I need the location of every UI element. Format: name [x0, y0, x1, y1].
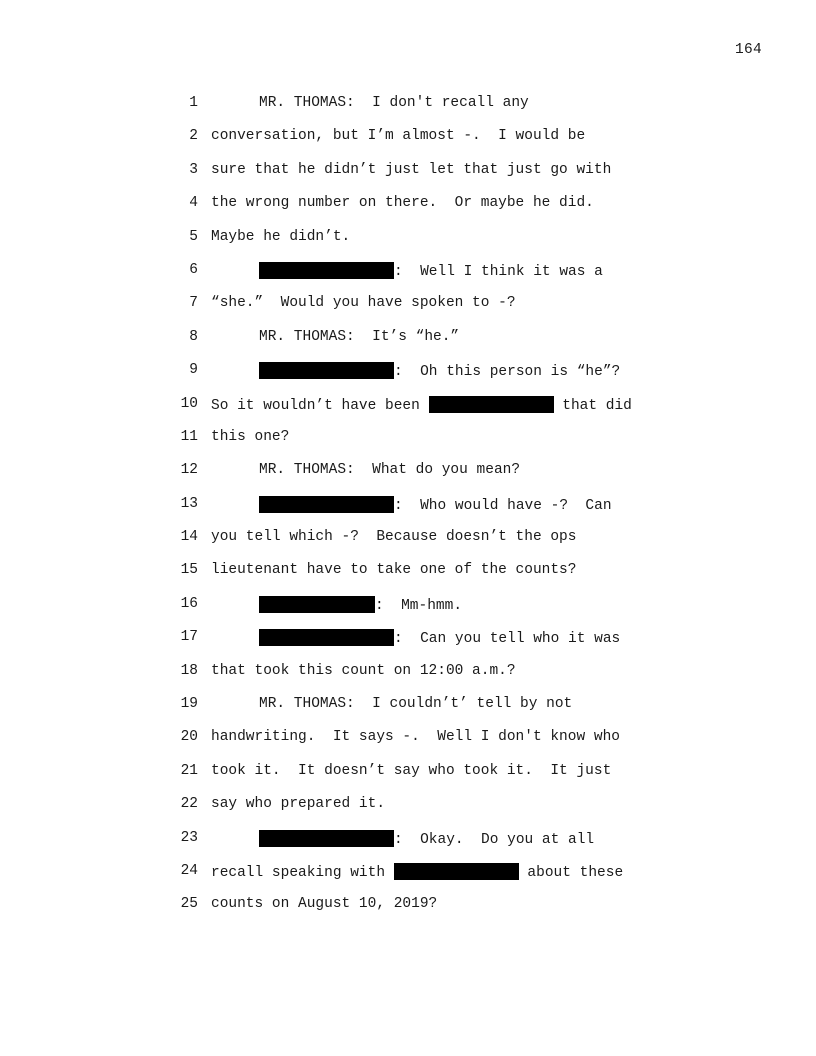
line-number: 4: [189, 195, 198, 212]
line-number: 5: [189, 228, 198, 245]
line-text: : Okay. Do you at all: [394, 831, 595, 848]
transcript-line: [0, 688, 816, 721]
transcript-line: [0, 354, 816, 387]
line-text: you tell which -? Because doesn’t the ops: [211, 529, 577, 546]
line-text: : Mm-hmm.: [375, 597, 463, 614]
redaction-bar: [259, 629, 394, 646]
line-text: : Oh this person is “he”?: [394, 364, 621, 381]
line-text: lieutenant have to take one of the counts?: [211, 562, 577, 579]
redaction-bar: [429, 396, 554, 413]
line-text: counts on August 10, 2019?: [211, 896, 438, 913]
line-text: took it. It doesn’t say who took it. It just: [211, 762, 612, 779]
line-text: handwriting. It says -. Well I don't know who: [211, 729, 620, 746]
line-text: this one?: [211, 428, 290, 445]
line-number: 16: [180, 595, 198, 612]
line-text: sure that he didn’t just let that just go with: [211, 161, 612, 178]
transcript-line: [0, 755, 816, 788]
line-number: 19: [180, 696, 198, 713]
transcript-line: [0, 588, 816, 621]
line-text: MR. THOMAS: It’s “he.”: [259, 328, 460, 345]
line-text: that took this count on 12:00 a.m.?: [211, 662, 516, 679]
transcript-line: [0, 855, 816, 888]
transcript-line: [0, 721, 816, 754]
transcript-line: [0, 221, 816, 254]
line-text-with-speaker: [259, 596, 462, 614]
transcript-line: [0, 154, 816, 187]
line-text-with-speaker: [259, 496, 612, 514]
transcript-line: [0, 87, 816, 120]
transcript-line: [0, 521, 816, 554]
line-number: 18: [180, 662, 198, 679]
redaction-bar: [259, 830, 394, 847]
redaction-bar: [259, 362, 394, 379]
line-text: : Who would have -? Can: [394, 497, 612, 514]
line-number: 17: [180, 629, 198, 646]
line-number: 8: [189, 328, 198, 345]
transcript-line: [0, 287, 816, 320]
line-number: 22: [180, 796, 198, 813]
transcript-line: [0, 187, 816, 220]
transcript-line: [0, 788, 816, 821]
line-text: conversation, but I’m almost -. I would be: [211, 128, 586, 145]
transcript-line: [0, 655, 816, 688]
line-text: MR. THOMAS: I don't recall any: [259, 95, 529, 111]
line-number: 14: [180, 529, 198, 546]
redaction-bar: [259, 496, 394, 513]
line-number: 13: [180, 495, 198, 512]
page-number: 164: [734, 42, 762, 58]
transcript-body: [0, 87, 816, 922]
line-text-with-speaker: [259, 629, 620, 647]
line-text: that did: [553, 397, 632, 414]
line-number: 11: [180, 428, 198, 445]
line-text: : Can you tell who it was: [394, 631, 621, 648]
line-text-with-redaction: [211, 396, 632, 414]
line-number: 10: [180, 395, 198, 412]
line-text: about these: [518, 864, 624, 881]
transcript-line: [0, 888, 816, 921]
line-text: Maybe he didn’t.: [211, 228, 351, 245]
transcript-line: [0, 388, 816, 421]
line-text: So it wouldn’t have been: [211, 397, 429, 414]
line-number: 21: [180, 762, 198, 779]
line-text: recall speaking with: [211, 864, 394, 881]
transcript-line: [0, 421, 816, 454]
transcript-line: [0, 454, 816, 487]
line-number: 20: [180, 729, 198, 746]
redaction-bar: [259, 596, 375, 613]
line-text: MR. THOMAS: I couldn’t’ tell by not: [259, 696, 573, 713]
line-number: 12: [180, 462, 198, 479]
transcript-line: [0, 321, 816, 354]
line-number: 23: [180, 829, 198, 846]
line-number: 3: [189, 161, 198, 178]
transcript-line: [0, 822, 816, 855]
line-number: 1: [189, 95, 198, 111]
line-text: “she.” Would you have spoken to -?: [211, 295, 516, 312]
line-text-with-speaker: [259, 362, 620, 380]
redaction-bar: [394, 863, 519, 880]
line-number: 15: [180, 562, 198, 579]
line-number: 6: [189, 261, 198, 278]
line-text: the wrong number on there. Or maybe he did.: [211, 195, 594, 212]
line-text-with-speaker: [259, 830, 594, 848]
transcript-line: [0, 488, 816, 521]
transcript-line: [0, 254, 816, 287]
line-text-with-redaction: [211, 863, 623, 881]
transcript-line: [0, 554, 816, 587]
line-text: say who prepared it.: [211, 796, 386, 813]
transcript-line: [0, 120, 816, 153]
line-number: 25: [180, 896, 198, 913]
transcript-line: [0, 621, 816, 654]
line-number: 9: [189, 362, 198, 379]
line-text: : Well I think it was a: [394, 263, 603, 280]
line-text: MR. THOMAS: What do you mean?: [259, 462, 521, 479]
line-number: 7: [189, 295, 198, 312]
line-number: 2: [189, 128, 198, 145]
line-number: 24: [180, 862, 198, 879]
line-text-with-speaker: [259, 262, 603, 280]
redaction-bar: [259, 262, 394, 279]
